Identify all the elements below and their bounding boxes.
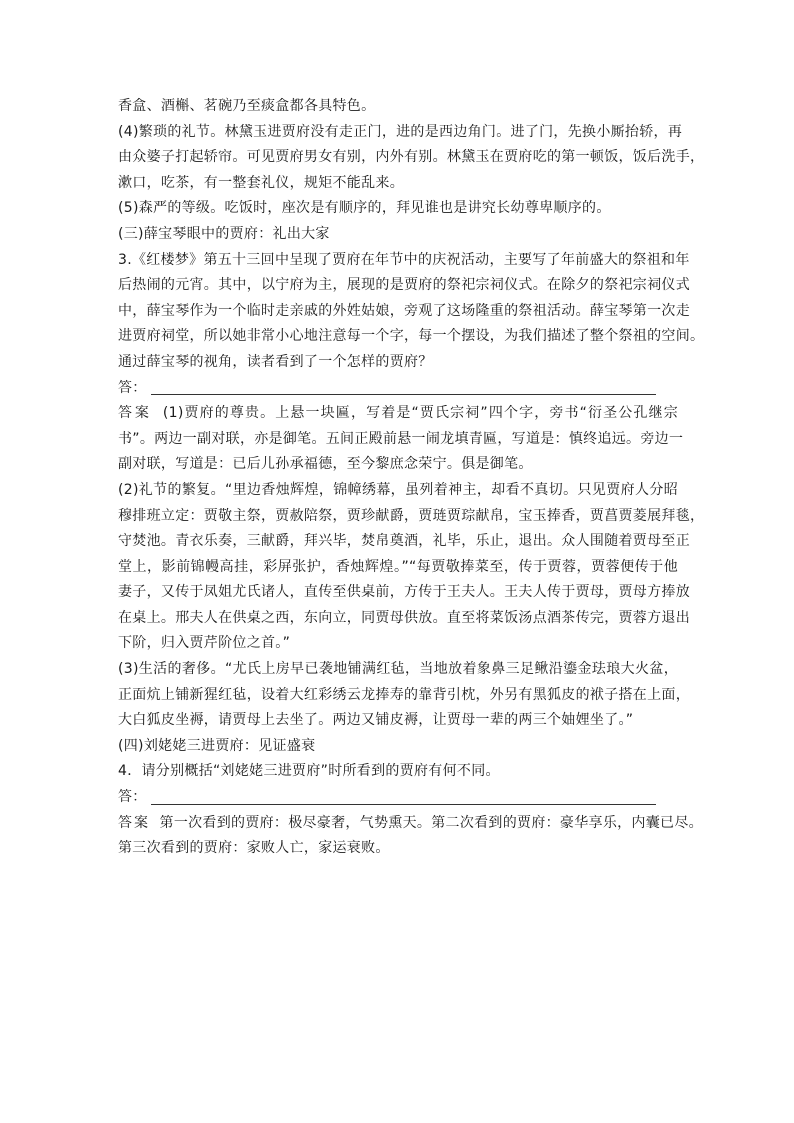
answer-prompt-label: 答： bbox=[118, 379, 147, 396]
answer-label: 答案 bbox=[118, 405, 152, 422]
answer-line: 第三次看到的贾府：家败人亡，家运衰败。 bbox=[118, 840, 390, 857]
answer-line: 副对联，写道是：已后儿孙承福德，至今黎庶念荣宁。俱是御笔。 bbox=[118, 456, 533, 473]
question-text: 进贾府祠堂，所以她非常小心地注意每一个字，每一个摆设，为我们描述了整个祭祖的空间。 bbox=[118, 328, 705, 345]
answer-line: 守焚池。青衣乐奏，三献爵，拜兴毕，焚帛奠酒，礼毕，乐止，退出。众人围随着贾母至正 bbox=[118, 533, 690, 550]
answer-line: 在桌上。邢夫人在供桌之西，东向立，同贾母供放。直至将菜饭汤点酒茶传完，贾蓉方退出 bbox=[118, 609, 690, 626]
question-text: 4．请分别概括“刘姥姥三进贾府”时所看到的贾府有何不同。 bbox=[118, 763, 500, 780]
answer-prompt bbox=[118, 376, 678, 402]
text-line: (4)繁琐的礼节。林黛玉进贾府没有走正门，进的是西边角门。进了门，先换小厮抬轿，再 bbox=[118, 123, 683, 140]
answer-line bbox=[118, 811, 703, 837]
answer-line: (3)生活的奢侈。“尤氏上房早已袭地铺满红毡，当地放着象鼻三足鳅沿鎏金珐琅大火盆， bbox=[118, 661, 678, 678]
document-page bbox=[118, 94, 705, 862]
answer-blank-line[interactable] bbox=[151, 378, 656, 395]
answer-line: 堂上，影前锦幔高挂，彩屏张护，香烛辉煌。”“每贾敬捧菜至，传于贾蓉，贾蓉便传于他 bbox=[118, 558, 678, 575]
answer-line: 正面炕上铺新猩红毡，设着大红彩绣云龙捧寿的靠背引枕，外另有黑狐皮的袱子搭在上面， bbox=[118, 686, 690, 703]
answer-line: 书”。两边一副对联，亦是御笔。五间正殿前悬一闹龙填青匾，写道是：慎终追远。旁边一 bbox=[118, 430, 684, 447]
answer-line: 大白狐皮坐褥，请贾母上去坐了。两边又铺皮褥，让贾母一辈的两三个妯娌坐了。” bbox=[118, 712, 634, 729]
text-line: 由众婆子打起轿帘。可见贾府男女有别，内外有别。林黛玉在贾府吃的第一顿饭，饭后洗手， bbox=[118, 149, 705, 166]
answer-line: (2)礼节的繁复。“里边香烛辉煌，锦幛绣幕，虽列着神主，却看不真切。只见贾府人分昭 bbox=[118, 481, 678, 498]
text-line: (5)森严的等级。吃饭时，座次是有顺序的，拜见谁也是讲究长幼尊卑顺序的。 bbox=[118, 200, 611, 217]
answer-blank-line[interactable] bbox=[151, 788, 656, 805]
answer-line bbox=[118, 401, 678, 427]
section-heading: (三)薛宝琴眼中的贾府：礼出大家 bbox=[118, 225, 330, 242]
text-line: 漱口，吃茶，有一整套礼仪，规矩不能乱来。 bbox=[118, 174, 404, 191]
question-text: 中，薛宝琴作为一个临时走亲戚的外姓姑娘，旁观了这场隆重的祭祖活动。薛宝琴第一次走 bbox=[118, 302, 690, 319]
answer-line: 穆排班立定：贾敬主祭，贾赦陪祭，贾珍献爵，贾琏贾琮献帛，宝玉捧香，贾菖贾菱展拜毯， bbox=[118, 507, 705, 524]
question-text: 后热闹的元宵。其中，以宁府为主，展现的是贾府的祭祀宗祠仪式。在除夕的祭祀宗祠仪式 bbox=[118, 277, 690, 294]
answer-prompt bbox=[118, 785, 678, 811]
answer-prompt-label: 答： bbox=[118, 789, 147, 806]
text-line: 香盒、酒槲、茗碗乃至痰盒都各具特色。 bbox=[118, 98, 376, 114]
question-text: 通过薛宝琴的视角，读者看到了一个怎样的贾府？ bbox=[118, 353, 433, 370]
answer-label: 答案 bbox=[118, 814, 150, 831]
answer-line: 下阶，归入贾芹阶位之首。” bbox=[118, 635, 291, 652]
answer-line: 妻子，又传于凤姐尤氏诸人，直传至供桌前，方传于王夫人。王夫人传于贾母，贾母方捧放 bbox=[118, 584, 690, 601]
question-text: 3.《红楼梦》第五十三回中呈现了贾府在年节中的庆祝活动，主要写了年前盛大的祭祖和年 bbox=[118, 251, 690, 268]
answer-text: (1)贾府的尊贵。上悬一块匾，写着是“贾氏宗祠”四个字，旁书“衍圣公孔继宗 bbox=[162, 405, 679, 422]
section-heading: (四)刘姥姥三进贾府：见证盛衰 bbox=[118, 737, 316, 754]
answer-text: 第一次看到的贾府：极尽豪奢，气势熏天。第二次看到的贾府：豪华享乐，内囊已尽。 bbox=[159, 814, 703, 831]
